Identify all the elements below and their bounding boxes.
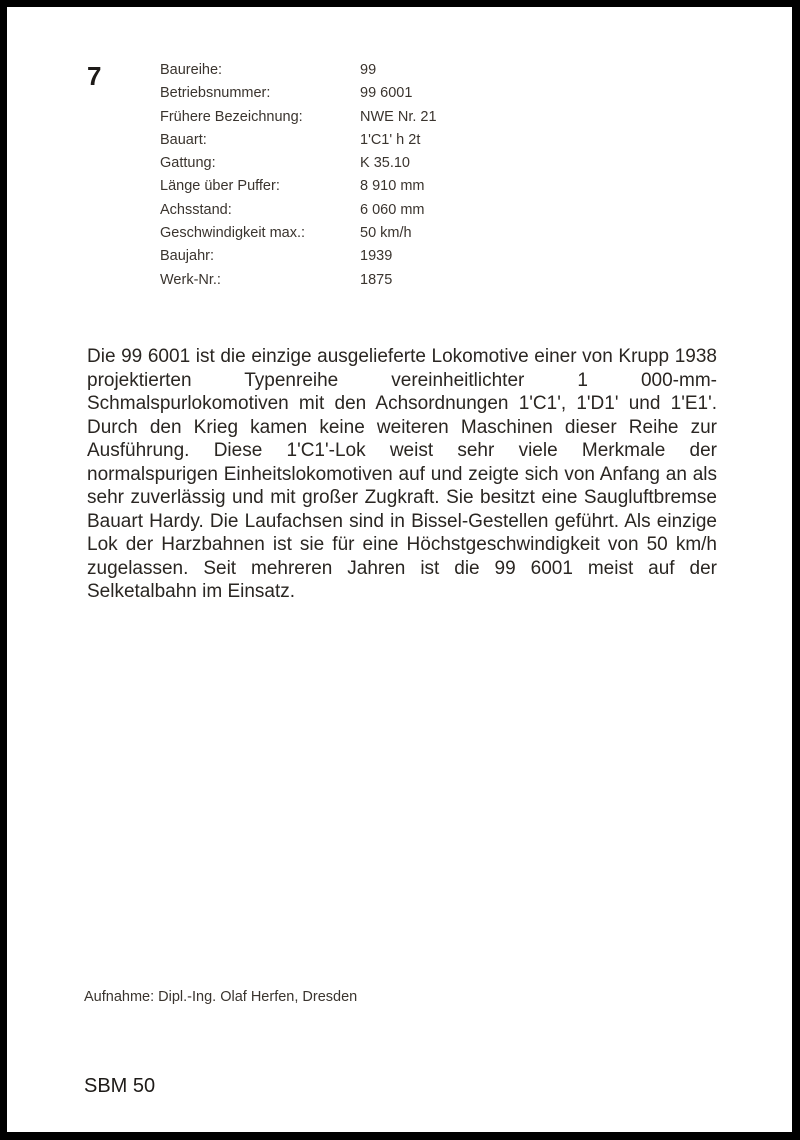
spec-row-betriebsnummer	[160, 85, 437, 108]
spec-label: Baujahr:	[160, 248, 215, 265]
spec-value: 99	[360, 62, 377, 78]
spec-label: Geschwindigkeit max.:	[160, 225, 306, 242]
spec-label: Betriebsnummer:	[160, 85, 271, 102]
spec-value: K 35.10	[360, 155, 410, 172]
description-paragraph: Die 99 6001 ist die einzige ausgelieferte Lokomotive einer von Krupp 1938 projektierten Typenreihe vereinheitlichter 1 000-mm-Schmalspurlokomotiven mit den Achsordnungen 1'C1', 1'D1' und 1'E1'. Durch den Krieg kamen keine weiteren Maschinen dieser Reihe zur Ausführung. Diese 1'C1'-Lok weist sehr viele Merkmale der normalspurigen Einheitslokomotiven auf und zeigte sich von Anfang an als sehr zuverlässig und mit großer Zugkraft. Sie besitzt eine Saugluftbremse Bauart Hardy. Die Laufachsen sind in Bissel-Gestellen geführt. Als einzige Lok der Harzbahnen ist sie für eine Höchstgeschwindigkeit von 50 km/h zugelassen. Seit mehreren Jahren ist die 99 6001 meist auf der Selketalbahn im Einsatz.	[87, 346, 717, 602]
spec-value: 99 6001	[360, 85, 413, 102]
spec-row-geschwindigkeit	[160, 225, 437, 248]
spec-label: Werk-Nr.:	[160, 271, 221, 288]
spec-row-baujahr	[160, 248, 437, 271]
locomotive-spec-table	[160, 62, 437, 295]
spec-label: Bauart:	[160, 131, 207, 148]
spec-label: Achsstand:	[160, 201, 232, 218]
postcard-back	[7, 7, 792, 1132]
spec-value: NWE Nr. 21	[360, 108, 437, 125]
spec-row-achsstand	[160, 202, 437, 225]
spec-row-werk-nr	[160, 272, 437, 295]
spec-row-gattung	[160, 155, 437, 178]
spec-value: 1875	[360, 271, 393, 288]
spec-row-fruehere-bezeichnung	[160, 109, 437, 132]
spec-value: 6 060 mm	[360, 201, 425, 218]
spec-row-baureihe	[160, 62, 437, 85]
photo-credit: Aufnahme: Dipl.-Ing. Olaf Herfen, Dresden	[84, 989, 358, 1005]
spec-label: Länge über Puffer:	[160, 178, 280, 195]
spec-value: 50 km/h	[360, 225, 412, 242]
spec-value: 1'C1' h 2t	[360, 131, 421, 148]
spec-row-bauart	[160, 132, 437, 155]
spec-label: Gattung:	[160, 155, 216, 172]
spec-value: 8 910 mm	[360, 178, 425, 195]
spec-label: Baureihe:	[160, 62, 223, 78]
series-code: SBM 50	[84, 1075, 156, 1097]
spec-label: Frühere Bezeichnung:	[160, 108, 303, 125]
spec-row-laenge	[160, 178, 437, 201]
card-number: 7	[87, 61, 102, 91]
spec-value: 1939	[360, 248, 393, 265]
